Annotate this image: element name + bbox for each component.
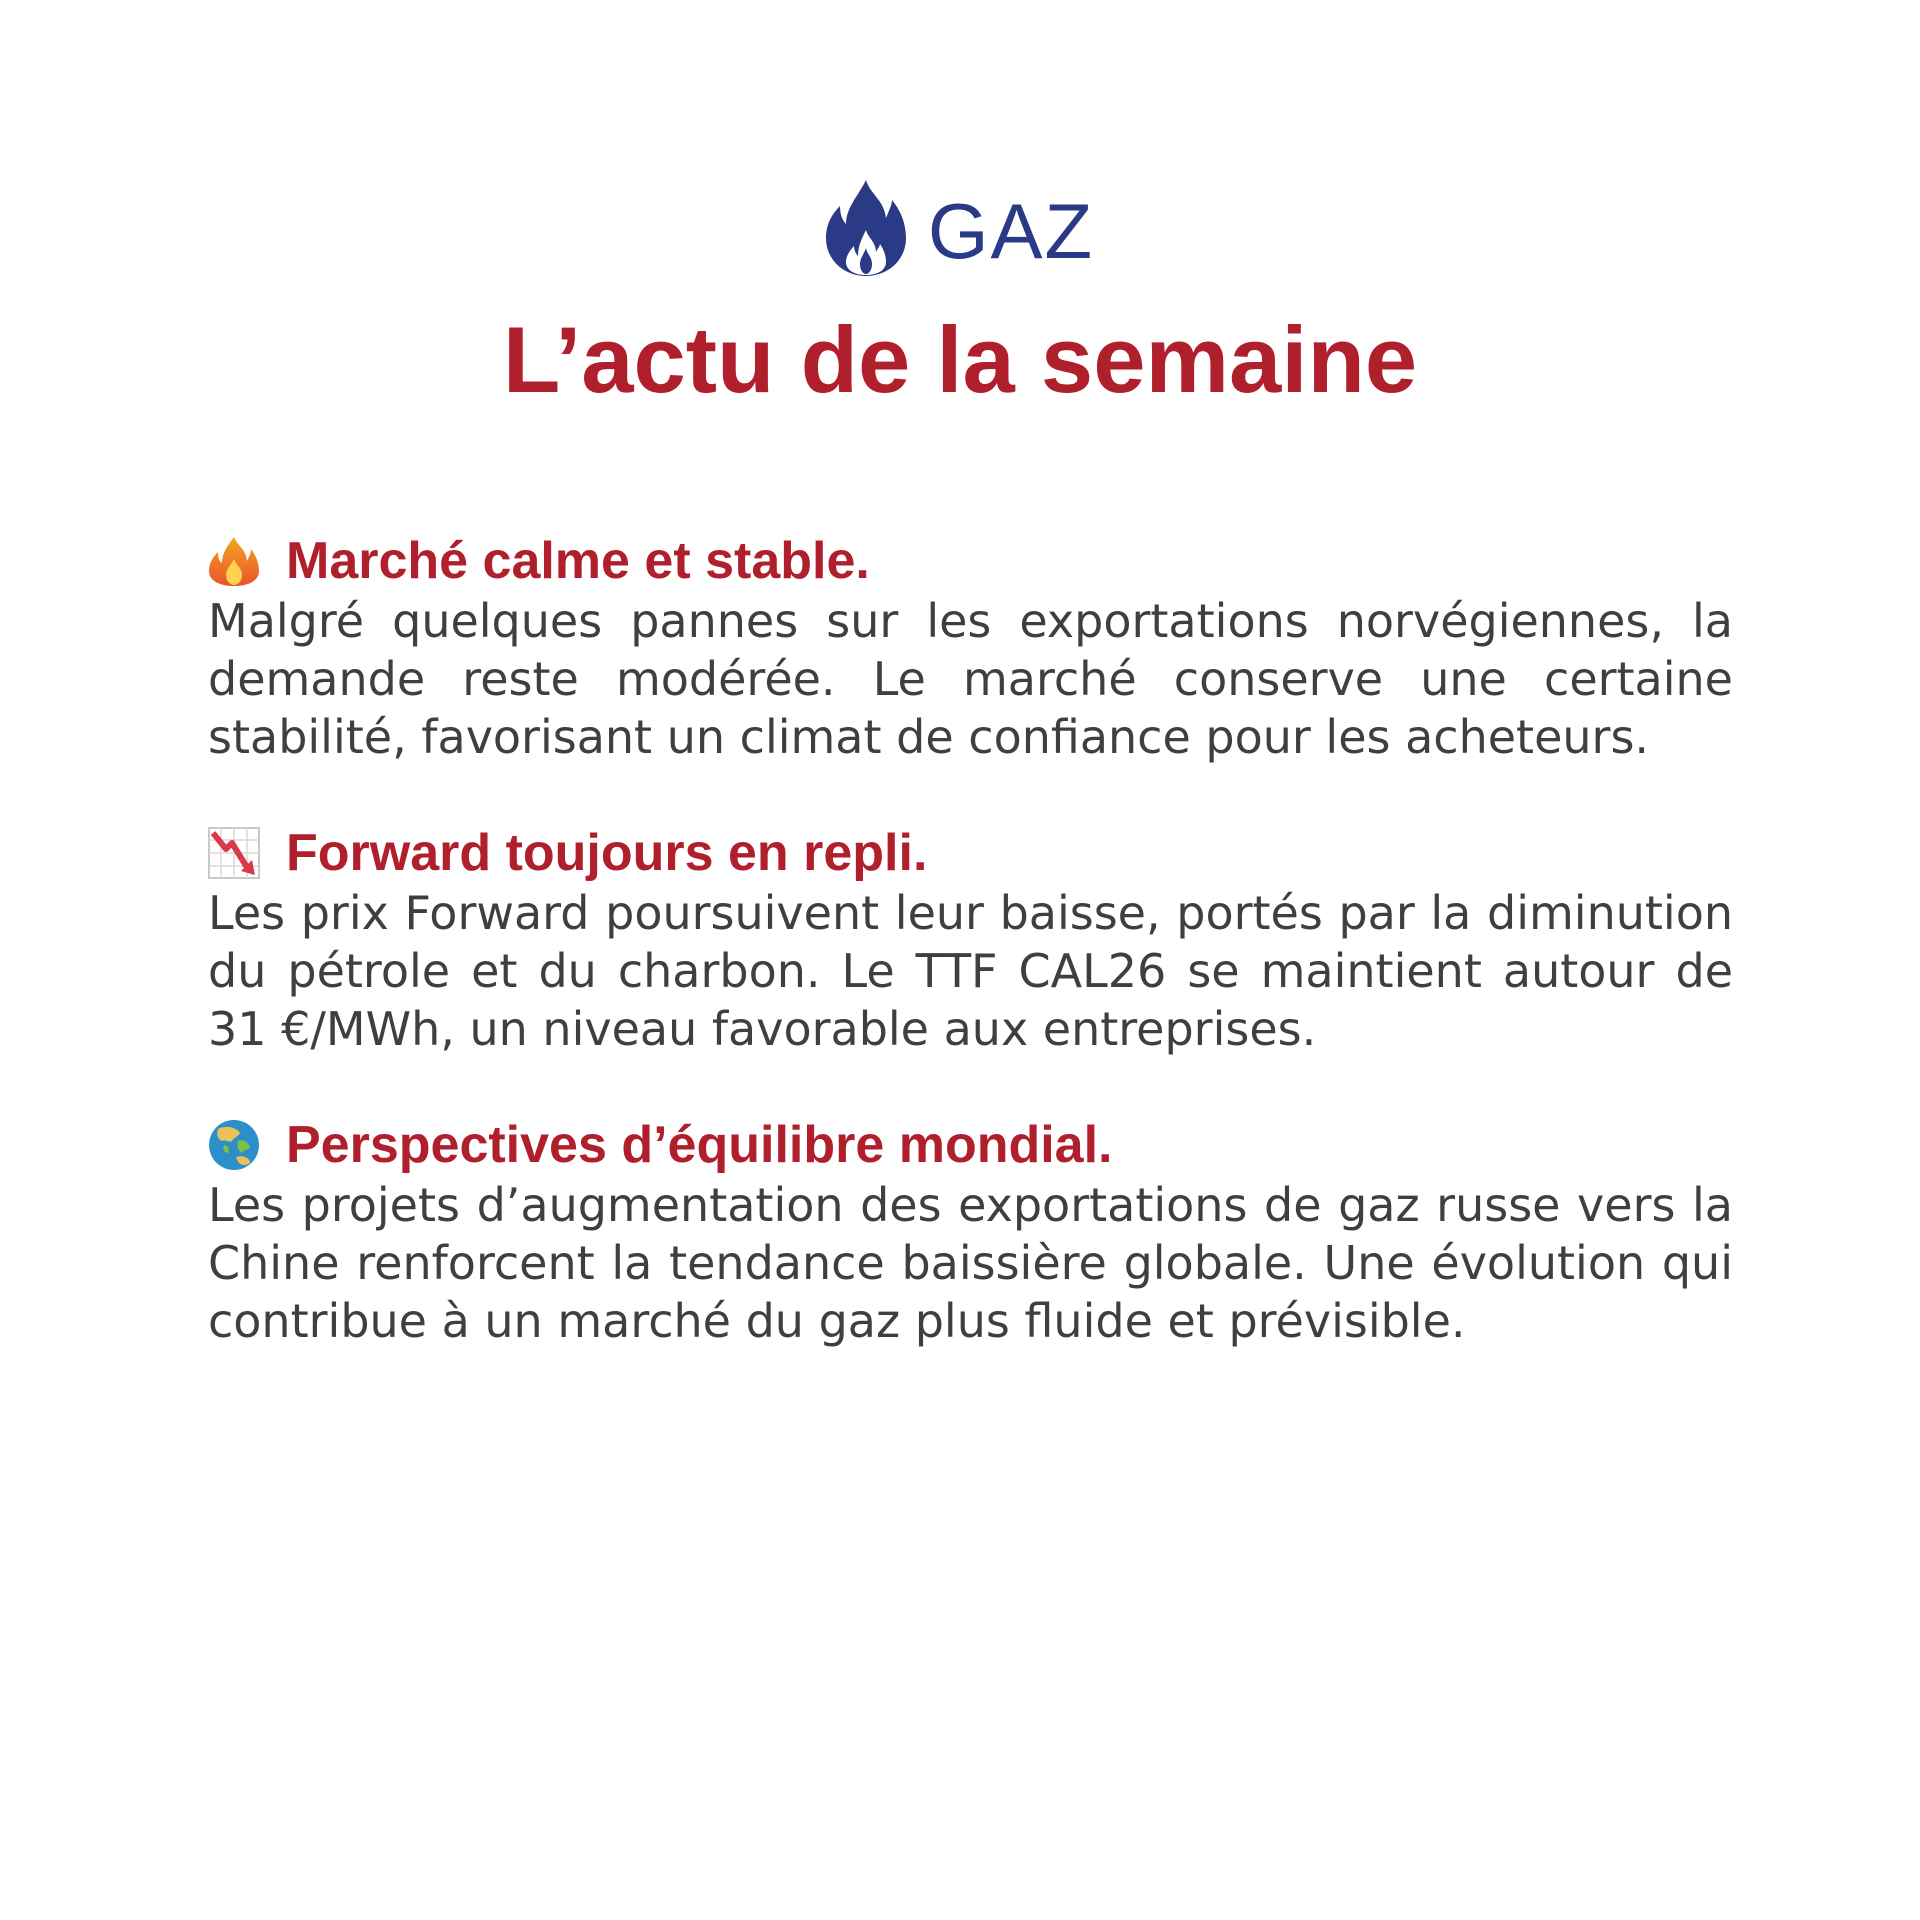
page-title: L’actu de la semaine — [502, 307, 1418, 412]
gas-flame-icon — [826, 178, 906, 276]
category-label: GAZ — [927, 186, 1095, 275]
news-item-heading-row — [208, 530, 1733, 592]
header — [0, 178, 1920, 283]
news-item-heading-row — [208, 822, 1733, 884]
news-item-outlook — [208, 1114, 1733, 1350]
news-item-body: Malgré quelques pannes sur les exportations norvégiennes, la demande reste modérée. Le marché conserve une certaine stabilité, favorisant un climat de confiance pour les acheteurs. — [208, 594, 1733, 764]
fire-emoji-icon — [208, 535, 260, 587]
chart-decreasing-icon — [208, 827, 260, 879]
globe-asia-australia-icon — [208, 1119, 260, 1171]
news-list — [208, 530, 1733, 1406]
news-item-forward — [208, 822, 1733, 1058]
news-item-body: Les projets d’augmentation des exportations de gaz russe vers la Chine renforcent la tendance baissière globale. Une évolution qui contribue à un marché du gaz plus fluide et prévisible. — [208, 1178, 1733, 1348]
news-item-market — [208, 530, 1733, 766]
news-item-heading-row — [208, 1114, 1733, 1176]
news-item-heading: Marché calme et stable. — [286, 532, 870, 590]
news-item-heading: Perspectives d’équilibre mondial. — [286, 1116, 1113, 1174]
news-item-heading: Forward toujours en repli. — [286, 824, 928, 882]
news-item-body: Les prix Forward poursuivent leur baisse, portés par la diminution du pétrole et du charbon. Le TTF CAL26 se maintient autour de 31 €/MWh, un niveau favorable aux entreprises. — [208, 886, 1733, 1056]
